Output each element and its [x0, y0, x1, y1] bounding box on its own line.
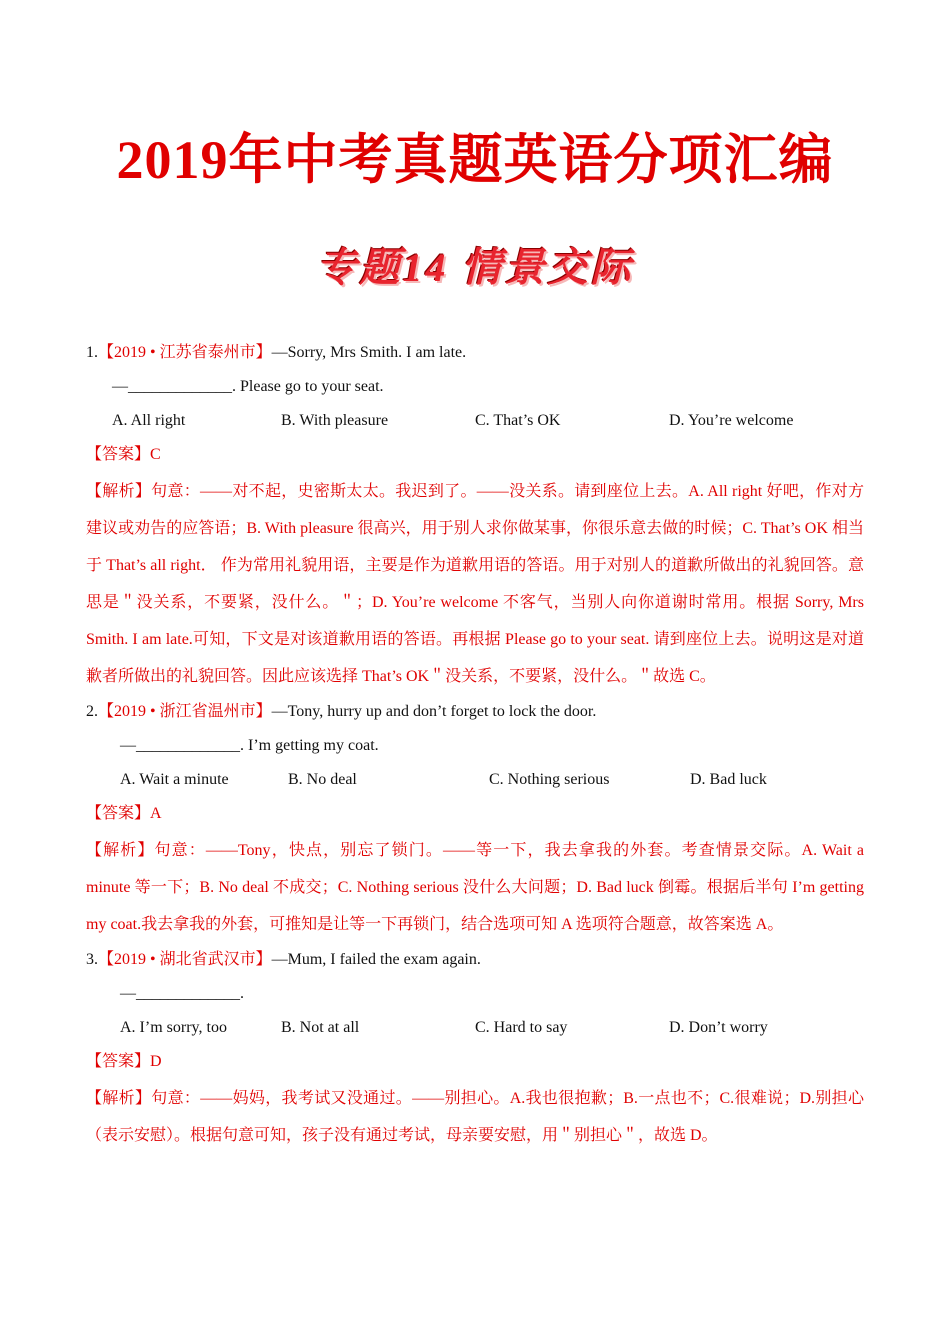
option-a: A. Wait a minute: [120, 771, 229, 788]
question-source: 【2019 • 湖北省武汉市】: [98, 951, 272, 968]
option-b: B. No deal: [288, 771, 357, 788]
question-3: [86, 943, 864, 1154]
question-1: [86, 336, 864, 695]
question-source: 【2019 • 浙江省温州市】: [98, 703, 272, 720]
question-response: —_____________. I’m getting my coat.: [120, 737, 379, 754]
question-response: —_____________. Please go to your seat.: [112, 378, 384, 395]
option-d: D. Don’t worry: [669, 1019, 768, 1036]
option-c: C. Nothing serious: [489, 771, 610, 788]
question-number: 1.: [86, 344, 98, 361]
page-title: 2019年中考真题英语分项汇编: [116, 130, 834, 190]
question-options: [86, 1011, 864, 1045]
question-prompt: —Sorry, Mrs Smith. I am late.: [271, 344, 467, 361]
question-number: 3.: [86, 951, 98, 968]
option-d: D. You’re welcome: [669, 412, 794, 429]
option-b: B. Not at all: [281, 1019, 360, 1036]
question-2: [86, 695, 864, 943]
answer-text: 【答案】C: [86, 446, 161, 463]
option-a: A. All right: [112, 412, 186, 429]
question-options: [86, 404, 864, 438]
option-d: D. Bad luck: [690, 771, 767, 788]
option-b: B. With pleasure: [281, 412, 389, 429]
question-source: 【2019 • 江苏省泰州市】: [98, 344, 272, 361]
question-prompt: —Mum, I failed the exam again.: [271, 951, 481, 968]
answer-text: 【答案】A: [86, 805, 162, 822]
question-prompt: —Tony, hurry up and don’t forget to lock the door.: [271, 703, 597, 720]
answer-text: 【答案】D: [86, 1053, 162, 1070]
question-options: [86, 763, 864, 797]
page-subtitle: 专题14 情景交际: [316, 245, 634, 290]
analysis-text: 【解析】句意：——妈妈，我考试又没通过。——别担心。A.我也很抱歉；B.一点也不；C.很难说；D.别担心（表示安慰）。根据句意可知，孩子没有通过考试，母亲要安慰，用＂别担心＂，故选 D。: [86, 1090, 864, 1144]
question-number: 2.: [86, 703, 98, 720]
question-list: [86, 336, 864, 1154]
analysis-text: 【解析】句意：——对不起，史密斯太太。我迟到了。——没关系。请到座位上去。A. All right 好吧，作对方建议或劝告的应答语；B. With pleasure 很高兴，用于别人求你做某事，你很乐意去做的时候；C. That’s OK 相当于 That’s all right． 作为常用礼貌用语，主要是作为道歉用语的答语。用于对别人的道歉所做出的礼貌回答。意思是＂没关系，不要紧，没什么。＂；D. You’re welcome 不客气，当别人向你道谢时常用。根据 Sorry, Mrs Smith. I am late.可知，下文是对该道歉用语的答语。再根据 Please go to your seat. 请到座位上去。说明这是对道歉者所做出的礼貌回答。因此应该选择 That’s OK＂没关系，不要紧，没什么。＂故选 C。: [86, 483, 864, 685]
option-a: A. I’m sorry, too: [120, 1019, 227, 1036]
option-c: C. That’s OK: [475, 412, 561, 429]
question-response: —_____________.: [120, 985, 244, 1002]
analysis-text: 【解析】句意：——Tony，快点，别忘了锁门。——等一下，我去拿我的外套。考查情景交际。A. Wait a minute 等一下；B. No deal 不成交；C. Nothing serious 没什么大问题；D. Bad luck 倒霉。根据后半句 I’m getting my coat.我去拿我的外套，可推知是让等一下再锁门，结合选项可知 A 选项符合题意，故答案选 A。: [86, 842, 864, 933]
option-c: C. Hard to say: [475, 1019, 568, 1036]
